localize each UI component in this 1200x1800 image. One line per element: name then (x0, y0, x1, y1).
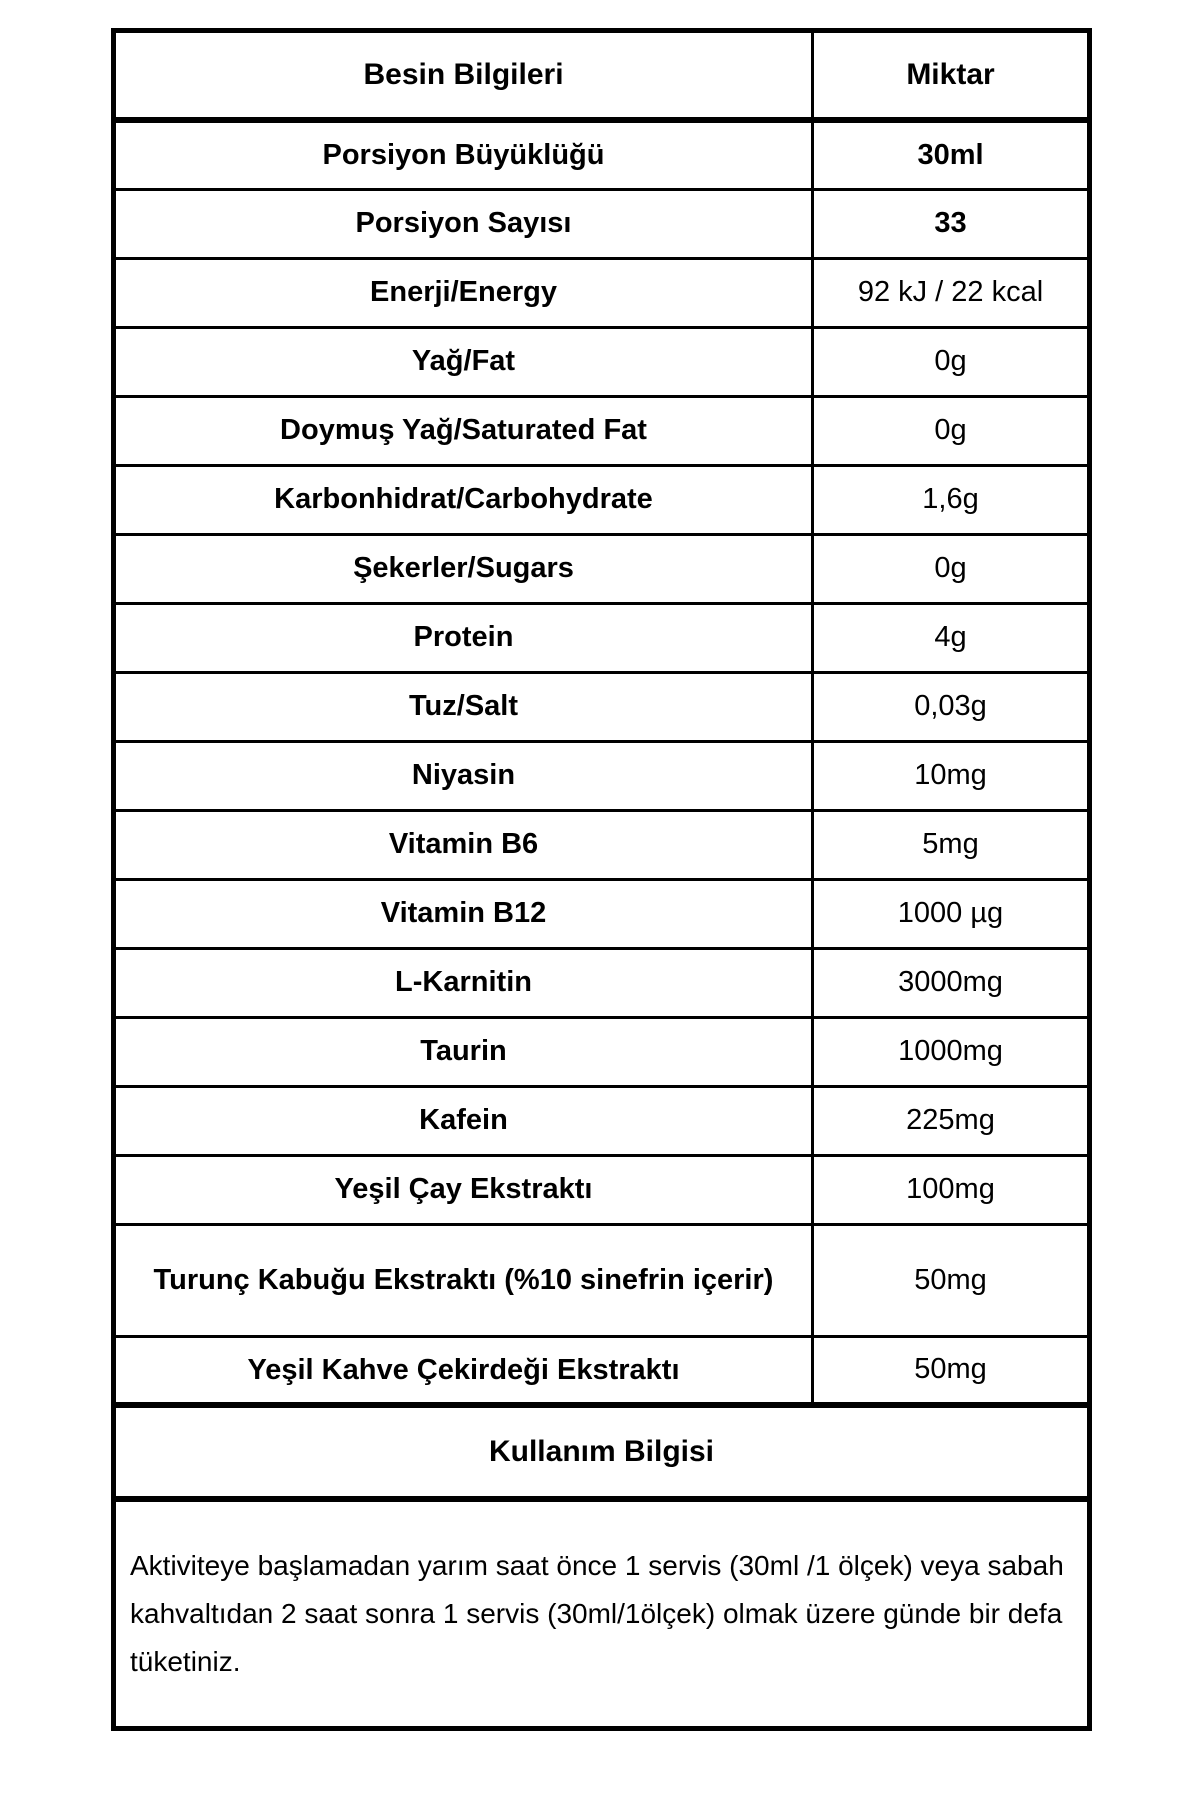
nutrient-label: Doymuş Yağ/Saturated Fat (114, 396, 813, 465)
usage-section-header: Kullanım Bilgisi (114, 1405, 1090, 1499)
nutrient-value: 225mg (813, 1086, 1090, 1155)
nutrient-value: 92 kJ / 22 kcal (813, 258, 1090, 327)
nutrient-value: 5mg (813, 810, 1090, 879)
nutrient-value: 1000mg (813, 1017, 1090, 1086)
table-row (114, 1017, 1090, 1086)
table-row (114, 1224, 1090, 1336)
nutrient-value: 3000mg (813, 948, 1090, 1017)
table-row (114, 603, 1090, 672)
nutrient-label: Şekerler/Sugars (114, 534, 813, 603)
nutrient-label: Vitamin B12 (114, 879, 813, 948)
nutrient-value: 50mg (813, 1336, 1090, 1405)
nutrient-label: L-Karnitin (114, 948, 813, 1017)
table-header-row (114, 31, 1090, 121)
nutrient-label: Protein (114, 603, 813, 672)
table-row (114, 120, 1090, 189)
nutrient-value: 0,03g (813, 672, 1090, 741)
nutrient-value: 1,6g (813, 465, 1090, 534)
usage-instructions-text: Aktiviteye başlamadan yarım saat önce 1 servis (30ml /1 ölçek) veya sabah kahvaltıdan 2 saat sonra 1 servis (30ml/1ölçek) olmak üzere günde bir defa tüketiniz. (114, 1499, 1090, 1729)
nutrient-label: Enerji/Energy (114, 258, 813, 327)
table-row (114, 741, 1090, 810)
column-header-amount: Miktar (813, 31, 1090, 121)
nutrient-label: Niyasin (114, 741, 813, 810)
nutrient-value: 0g (813, 396, 1090, 465)
nutrient-value: 0g (813, 327, 1090, 396)
nutrient-label: Kafein (114, 1086, 813, 1155)
nutrient-value: 33 (813, 189, 1090, 258)
nutrient-value: 1000 µg (813, 879, 1090, 948)
nutrient-label: Turunç Kabuğu Ekstraktı (%10 sinefrin içerir) (114, 1224, 813, 1336)
table-row (114, 879, 1090, 948)
table-row (114, 672, 1090, 741)
nutrient-value: 50mg (813, 1224, 1090, 1336)
table-row (114, 258, 1090, 327)
usage-instructions-row (114, 1499, 1090, 1729)
table-row (114, 189, 1090, 258)
column-header-nutrition-info: Besin Bilgileri (114, 31, 813, 121)
nutrient-label: Yeşil Kahve Çekirdeği Ekstraktı (114, 1336, 813, 1405)
nutrient-label: Porsiyon Sayısı (114, 189, 813, 258)
nutrient-label: Vitamin B6 (114, 810, 813, 879)
nutrient-value: 0g (813, 534, 1090, 603)
nutrient-label: Porsiyon Büyüklüğü (114, 120, 813, 189)
nutrient-label: Taurin (114, 1017, 813, 1086)
table-row (114, 948, 1090, 1017)
table-row (114, 1155, 1090, 1224)
nutrient-label: Yeşil Çay Ekstraktı (114, 1155, 813, 1224)
table-row (114, 1086, 1090, 1155)
nutrient-label: Tuz/Salt (114, 672, 813, 741)
table-row (114, 1336, 1090, 1405)
table-row (114, 534, 1090, 603)
nutrient-label: Yağ/Fat (114, 327, 813, 396)
table-row (114, 810, 1090, 879)
nutrient-label: Karbonhidrat/Carbohydrate (114, 465, 813, 534)
nutrition-table (111, 28, 1092, 1731)
nutrient-value: 10mg (813, 741, 1090, 810)
usage-section-header-row (114, 1405, 1090, 1499)
table-row (114, 396, 1090, 465)
nutrient-value: 30ml (813, 120, 1090, 189)
nutrient-value: 100mg (813, 1155, 1090, 1224)
table-row (114, 327, 1090, 396)
table-row (114, 465, 1090, 534)
nutrient-value: 4g (813, 603, 1090, 672)
